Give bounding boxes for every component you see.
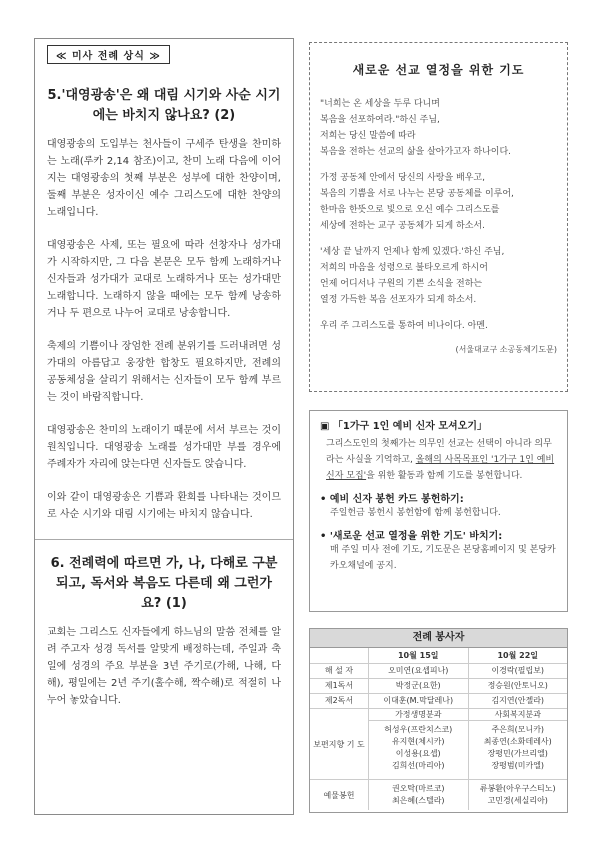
table-row: [310, 709, 567, 780]
liturgy-faq-column: [34, 38, 294, 815]
server-name: 이성용(요셉): [395, 749, 441, 758]
group-name: 가정생명분과: [369, 709, 468, 721]
server-name: 박정군(요한): [395, 681, 441, 690]
server-name: 정승원(안토니오): [468, 679, 568, 693]
name-list: [369, 780, 468, 810]
role-label: 제1독서: [310, 679, 369, 693]
server-name: 권오탁(마르코): [391, 784, 445, 793]
bullet-card-body: 주일헌금 봉헌시 봉헌함에 함께 봉헌합니다.: [330, 508, 501, 518]
group-cell: [468, 709, 568, 779]
role-label: 보편지향 기 도: [310, 709, 369, 779]
bullet-card-head: • 예비 신자 봉헌 카드 봉헌하기:: [320, 494, 464, 505]
group-name: 사회복지분과: [469, 709, 568, 721]
server-name: 이경락(필립보): [468, 664, 568, 678]
prayer-stanza: "너희는 온 세상을 두루 다니며 복음을 선포하여라."하신 주님, 저희는 당신 말씀에 따라 복음을 전하는 선교의 삶을 살아가고자 하나이다.: [320, 99, 512, 157]
server-name: 유지현(체시카): [391, 737, 445, 746]
date-cell: 10월 15일: [397, 651, 439, 660]
role-label: 해 설 자: [310, 664, 369, 678]
paragraph: 대영광송의 도입부는 천사들이 구세주 탄생을 찬미하는 노래(루카 2,14 참조)이고, 찬미 노래 다음에 이어지는 대영광송의 첫째 부분은 성부에 대한 찬양이며, 둘째 부분은 성자이신 예수 그리스도에 대한 찬양의 노래입니다.: [47, 139, 281, 218]
prayer-stanza: '세상 끝 날까지 언제나 함께 있겠다.'하신 주님, 저희의 마음을 성령으로 불타오르게 하시어 언제 어디서나 구원의 기쁜 소식을 전하는 열정 가득한 복음 선포자가 되게 하소서.: [320, 247, 505, 305]
question-6-title: 6. 전례력에 따르면 가, 나, 다해로 구분되고, 독서와 복음도 다른데 왜 그런가요? (1): [50, 556, 278, 611]
question-6-body: [47, 624, 281, 709]
paragraph: 대영광송은 찬미의 노래이기 때문에 서서 부르는 것이 원칙입니다. 대영광송 노래를 성가대만 부를 경우에 주례자가 자리에 앉는다면 신자들도 앉습니다.: [47, 425, 281, 470]
section-tag: ≪ 미사 전례 상식 ≫: [47, 45, 170, 64]
paragraph: 교회는 그리스도 신자들에게 하느님의 말씀 전체를 알려 주고자 성경 독서를 알맞게 배정하는데, 주일과 축일에 성경의 주요 부분을 3년 주기로(가해, 나해, 다해), 평일에는 2년 주기(홀수해, 짝수해)로 적절히 나누어 놓았습니다.: [47, 627, 281, 706]
mission-box: [309, 410, 568, 612]
role-label: 제2독서: [310, 694, 369, 708]
mission-text-b: 을 위한 활동과 함께 기도를 봉헌합니다.: [366, 471, 523, 481]
bullet-prayer-head: • '새로운 선교 열정을 위한 기도' 바치기:: [320, 531, 503, 542]
server-name: 고민경(세실리아): [487, 796, 548, 805]
bullet-prayer-body: 매 주일 미사 전에 기도, 기도문은 본당홈페이지 및 본당카카오채널에 공지.: [330, 545, 556, 571]
empty-cell: [310, 648, 369, 663]
server-name: 류봉환(아우구스티노): [479, 784, 556, 793]
server-name: 주은희(모니카): [491, 725, 545, 734]
table-row: [310, 664, 567, 679]
servers-title: 전례 봉사자: [310, 629, 567, 648]
mission-goal: 올해의 사목목표인 '1가구 1인 예비 신자 모집': [326, 455, 555, 481]
server-name: 김지연(안젤라): [468, 694, 568, 708]
table-row: [310, 694, 567, 709]
table-row: [310, 679, 567, 694]
prayer-stanza: 가정 공동체 안에서 당신의 사랑을 배우고, 복음의 기쁨을 서로 나누는 본당 공동체를 이루어, 한마음 한뜻으로 빛으로 오신 예수 그리스도를 세상에 전하는 교구 공동체가 되게 하소서.: [320, 173, 514, 231]
mission-text-a: 그리스도인의 첫째가는 의무인 선교는 선택이 아니라 의무라는 사실을 기억하고,: [326, 439, 552, 465]
server-name: 장평범(미카엘): [491, 761, 545, 770]
server-name: 오미연(요셉피나): [388, 666, 449, 675]
name-list: [369, 721, 468, 775]
liturgy-servers-table: [309, 628, 568, 813]
name-list: [469, 721, 568, 775]
paragraph: 대영광송은 사제, 또는 필요에 따라 선창자나 성가대가 시작하지만, 그 다음 본문은 모두 함께 노래하거나 신자들과 성가대가 교대로 노래하거나 또는 성가대만 노래합니다. 노래하지 않을 때에는 모두 함께 낭송하거나 두 편으로 나누어 교대로 낭송합니다.: [47, 240, 281, 319]
group-cell: [369, 709, 468, 779]
prayer-source: (서울대교구 소공동체기도문): [455, 345, 557, 354]
table-row: [310, 780, 567, 810]
role-label: 예물봉헌: [310, 780, 369, 810]
prayer-stanza: 우리 주 그리스도를 통하여 비나이다. 아멘.: [320, 321, 488, 331]
server-name: 이대훈(M.막달레나): [383, 696, 454, 705]
date-cell: 10월 22일: [468, 648, 568, 663]
question-5-title: 5.'대영광송'은 왜 대림 시기와 사순 시기에는 바치지 않나요? (2): [47, 88, 281, 123]
server-name: 허성우(프란치스코): [384, 725, 453, 734]
divider: [35, 539, 293, 540]
prayer-box: [309, 42, 568, 392]
mission-text: [326, 436, 557, 484]
mission-title: ▣ 「1가구 1인 예비 신자 모셔오기」: [320, 421, 488, 432]
prayer-body: [320, 96, 557, 334]
paragraph: 축제의 기쁨이나 장엄한 전례 분위기를 드러내려면 성가대의 아름답고 웅장한 합창도 필요하지만, 전례의 공동체성을 살리기 위해서는 신자들이 모두 함께 부르는 것이 바람직합니다.: [47, 341, 281, 403]
prayer-title: 새로운 선교 열정을 위한 기도: [352, 63, 525, 77]
server-name: 최종연(소화데레사): [483, 737, 552, 746]
table-row: [310, 648, 567, 664]
server-name: 김희선(마리아): [391, 761, 445, 770]
server-name: 최은혜(스텔라): [391, 796, 445, 805]
name-list: [468, 780, 568, 810]
question-5-body: [47, 136, 281, 523]
server-name: 장평민(가브리엘): [487, 749, 548, 758]
paragraph: 이와 같이 대영광송은 기쁨과 환희를 나타내는 것이므로 사순 시기와 대림 시기에는 바치지 않습니다.: [47, 492, 281, 520]
